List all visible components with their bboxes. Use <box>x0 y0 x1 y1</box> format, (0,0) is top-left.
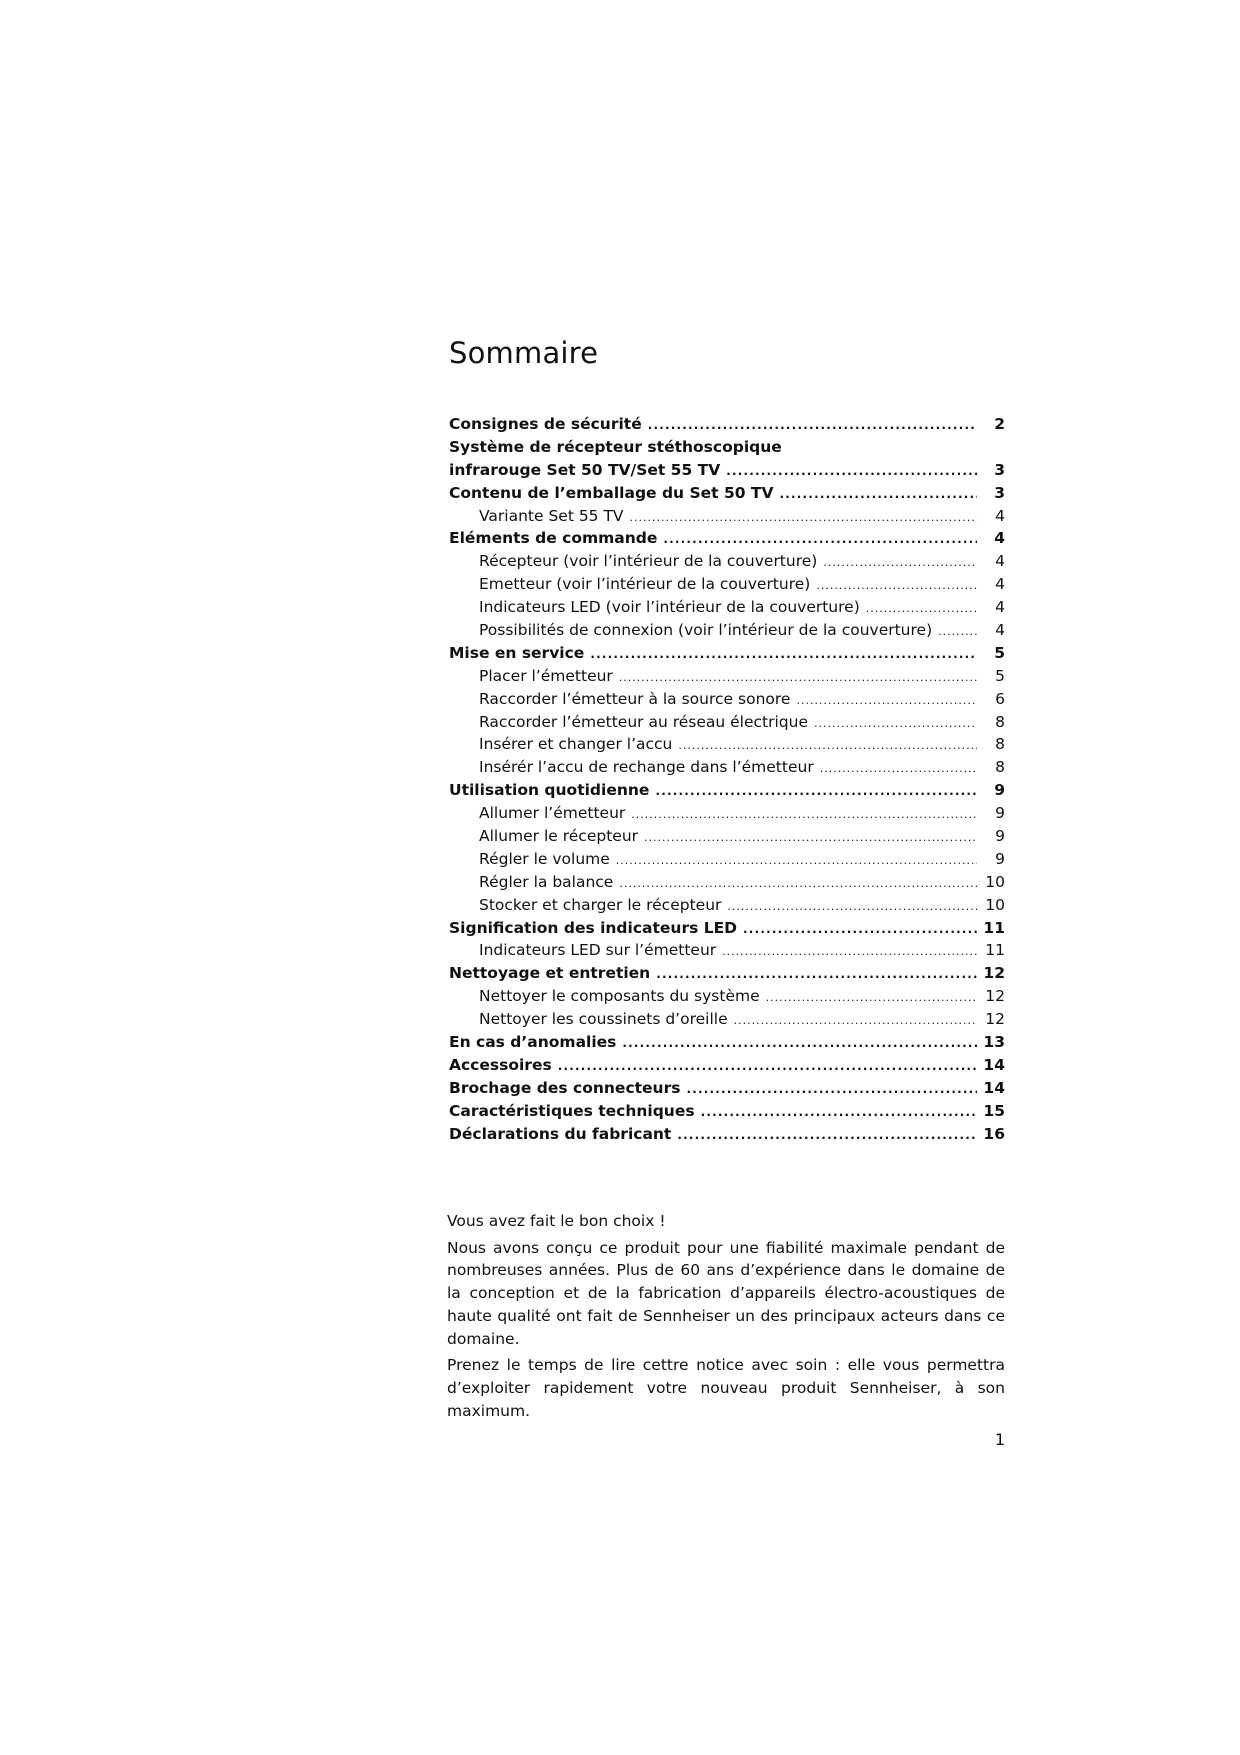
toc-page-number: 4 <box>995 621 1005 640</box>
toc-entry-title: Récepteur (voir l’intérieur de la couverture) <box>479 552 818 571</box>
toc-subentry <box>449 711 1005 734</box>
toc-subentry <box>449 756 1005 779</box>
toc-entry-title: Régler le volume <box>479 849 610 868</box>
toc-entry <box>449 482 1005 505</box>
toc-page-number: 12 <box>985 987 1005 1006</box>
toc-leader-dots <box>938 621 977 644</box>
toc-page-number: 13 <box>983 1033 1005 1052</box>
toc-page-number: 9 <box>995 827 1005 846</box>
toc-entry <box>449 413 1005 436</box>
toc-subentry <box>449 1008 1005 1031</box>
page-title: Sommaire <box>449 336 599 370</box>
toc-entry <box>449 1054 1005 1077</box>
toc-leader-dots <box>644 827 977 850</box>
toc-entry-title: Régler la balance <box>479 872 614 891</box>
toc-page-number: 6 <box>995 689 1005 708</box>
toc-leader-dots <box>743 918 977 941</box>
toc-entry-title: Eléments de commande <box>449 529 658 548</box>
toc-page-number: 14 <box>983 1055 1005 1074</box>
toc-entry-title: infrarouge Set 50 TV/Set 55 TV <box>449 460 721 479</box>
toc-leader-dots <box>686 1078 977 1101</box>
toc-entry-title: Allumer le récepteur <box>479 827 639 846</box>
toc-entry-title: Allumer l’émetteur <box>479 804 626 823</box>
toc-subentry <box>449 825 1005 848</box>
toc-page-number: 4 <box>995 552 1005 571</box>
toc-leader-dots <box>722 941 977 964</box>
toc-entry <box>449 779 1005 802</box>
toc-leader-dots <box>616 850 977 873</box>
toc-entry-title: Utilisation quotidienne <box>449 781 650 800</box>
toc-subentry <box>449 619 1005 642</box>
intro-paragraph-3: Prenez le temps de lire cettre notice avec soin : elle vous permettra d’exploiter rapidement votre nouveau produit Sennheiser, à son maximum. <box>447 1356 1005 1420</box>
toc-subentry <box>449 550 1005 573</box>
toc-page-number: 12 <box>985 1010 1005 1029</box>
toc-leader-dots <box>622 1032 977 1055</box>
toc-entry <box>449 436 1005 459</box>
toc-entry-title: Raccorder l’émetteur à la source sonore <box>479 689 791 708</box>
toc-entry-title: Accessoires <box>449 1055 552 1074</box>
toc-page-number: 14 <box>983 1078 1005 1097</box>
toc-entry <box>449 642 1005 665</box>
toc-entry <box>449 1100 1005 1123</box>
toc-page-number: 9 <box>995 849 1005 868</box>
toc-leader-dots <box>678 735 977 758</box>
toc-leader-dots <box>726 460 977 483</box>
toc-entry-title: Contenu de l’emballage du Set 50 TV <box>449 483 774 502</box>
toc-subentry <box>449 688 1005 711</box>
toc-entry-title: Nettoyer le composants du système <box>479 987 760 1006</box>
toc-page-number: 4 <box>995 506 1005 525</box>
toc-subentry <box>449 596 1005 619</box>
toc-entry-title: Brochage des connecteurs <box>449 1078 681 1097</box>
toc-subentry <box>449 985 1005 1008</box>
toc-leader-dots <box>823 552 977 575</box>
toc-page-number: 10 <box>985 895 1005 914</box>
toc-entry-title: Emetteur (voir l’intérieur de la couverture) <box>479 575 811 594</box>
toc-leader-dots <box>766 987 977 1010</box>
toc-leader-dots <box>663 528 977 551</box>
toc-entry <box>449 1123 1005 1146</box>
toc-subentry <box>449 939 1005 962</box>
intro-paragraph-2: Nous avons conçu ce produit pour une fiabilité maximale pendant de nombreuses années. Plus de 60 ans d’expérience dans le domaine de la conception et de la fabrication d’appareils électro-acoustiques de haute qualité ont fait de Sennheiser un des principaux acteurs dans ce domaine. <box>447 1238 1005 1348</box>
table-of-contents <box>449 413 1005 1146</box>
toc-page-number: 16 <box>983 1124 1005 1143</box>
page-number: 1 <box>994 1430 1005 1449</box>
toc-entry-title: Consignes de sécurité <box>449 415 642 433</box>
toc-leader-dots <box>701 1101 977 1124</box>
toc-page-number: 11 <box>983 918 1005 937</box>
toc-leader-dots <box>648 414 977 437</box>
toc-leader-dots <box>780 483 977 506</box>
toc-entry-title: En cas d’anomalies <box>449 1033 617 1052</box>
toc-leader-dots <box>590 643 977 666</box>
toc-page-number: 4 <box>995 598 1005 617</box>
toc-entry-title: Variante Set 55 TV <box>479 506 624 525</box>
toc-leader-dots <box>820 758 977 781</box>
toc-leader-dots <box>619 873 977 896</box>
toc-entry <box>449 962 1005 985</box>
toc-page-number: 3 <box>994 460 1005 479</box>
toc-page-number: 5 <box>994 643 1005 662</box>
toc-subentry <box>449 894 1005 917</box>
toc-entry-title: Possibilités de connexion (voir l’intérieur de la couverture) <box>479 621 933 640</box>
toc-entry-title: Déclarations du fabricant <box>449 1124 672 1143</box>
toc-entry-title: Raccorder l’émetteur au réseau électrique <box>479 712 808 731</box>
toc-leader-dots <box>734 1010 977 1033</box>
toc-page-number: 2 <box>994 415 1005 433</box>
toc-entry-title: Stocker et charger le récepteur <box>479 895 722 914</box>
toc-leader-dots <box>814 713 977 736</box>
toc-page-number: 8 <box>995 712 1005 731</box>
toc-leader-dots <box>656 963 977 986</box>
toc-entry-title: Indicateurs LED sur l’émetteur <box>479 941 717 960</box>
toc-entry-title: Système de récepteur stéthoscopique <box>449 437 782 456</box>
toc-subentry <box>449 802 1005 825</box>
toc-leader-dots <box>619 667 977 690</box>
toc-subentry <box>449 665 1005 688</box>
toc-entry-title: Caractéristiques techniques <box>449 1101 695 1120</box>
toc-entry-title: Signification des indicateurs LED <box>449 918 738 937</box>
toc-entry-title: Mise en service <box>449 643 585 662</box>
toc-entry-title: Nettoyer les coussinets d’oreille <box>479 1010 728 1029</box>
toc-entry <box>449 1031 1005 1054</box>
toc-page-number: 12 <box>983 964 1005 983</box>
toc-page-number: 8 <box>995 758 1005 777</box>
intro-paragraph-1: Vous avez fait le bon choix ! <box>447 1212 666 1230</box>
toc-entry <box>449 1077 1005 1100</box>
toc-leader-dots <box>655 780 977 803</box>
toc-page-number: 4 <box>995 575 1005 594</box>
toc-page-number: 9 <box>995 804 1005 823</box>
toc-leader-dots <box>796 690 977 713</box>
toc-entry-title: Insérer et changer l’accu <box>479 735 673 754</box>
toc-subentry <box>449 573 1005 596</box>
toc-subentry <box>449 733 1005 756</box>
toc-entry <box>449 527 1005 550</box>
toc-entry-title: Insérér l’accu de rechange dans l’émetteur <box>479 758 814 777</box>
toc-leader-dots <box>558 1055 977 1078</box>
toc-subentry <box>449 848 1005 871</box>
toc-leader-dots <box>630 507 977 530</box>
toc-entry <box>449 459 1005 482</box>
toc-page-number: 4 <box>994 529 1005 548</box>
toc-leader-dots <box>816 575 977 598</box>
toc-entry-title: Indicateurs LED (voir l’intérieur de la couverture) <box>479 598 860 617</box>
toc-page-number: 5 <box>995 666 1005 685</box>
toc-page-number: 9 <box>994 781 1005 800</box>
toc-entry-title: Placer l’émetteur <box>479 666 613 685</box>
toc-page-number: 15 <box>983 1101 1005 1120</box>
toc-leader-dots <box>631 804 977 827</box>
toc-page-number: 3 <box>994 483 1005 502</box>
toc-subentry <box>449 871 1005 894</box>
toc-page-number: 11 <box>985 941 1005 960</box>
toc-page-number: 8 <box>995 735 1005 754</box>
toc-entry-title: Nettoyage et entretien <box>449 964 651 983</box>
toc-page-number: 10 <box>985 872 1005 891</box>
toc-leader-dots <box>727 896 977 919</box>
toc-leader-dots <box>677 1124 977 1147</box>
toc-entry <box>449 917 1005 940</box>
toc-subentry <box>449 505 1005 528</box>
toc-leader-dots <box>866 598 977 621</box>
intro-text <box>447 1210 1005 1426</box>
